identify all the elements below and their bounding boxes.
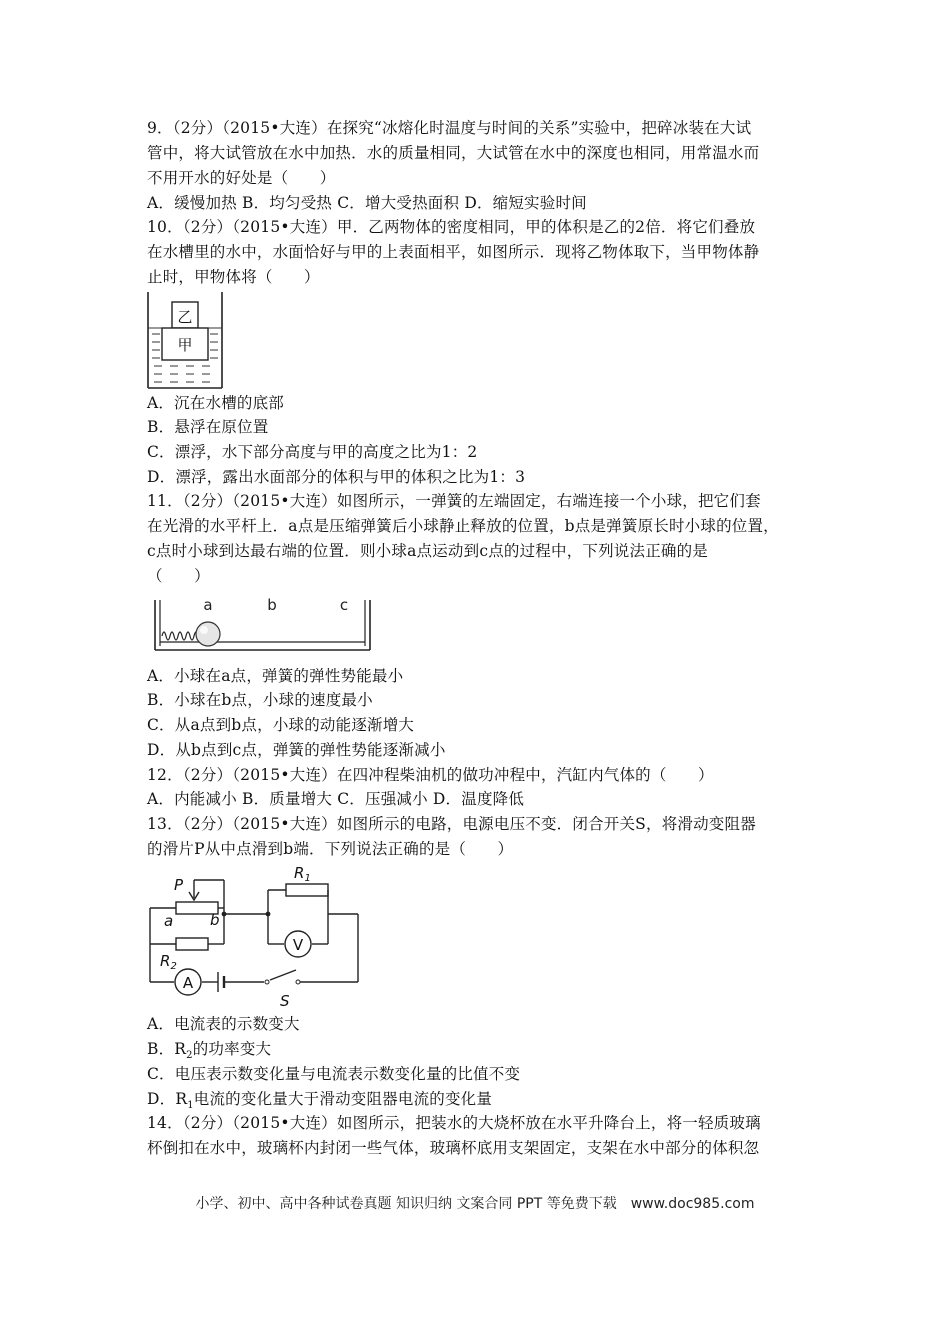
q13-option-b: B．$R_2$的功率变大 bbox=[147, 1040, 272, 1062]
q9-line-2: 管中，将大试管放在水中加热．水的质量相同，大试管在水中的深度也相同，用常温水而 bbox=[147, 144, 760, 162]
page-footer: 小学、初中、高中各种试卷真题 知识归纳 文案合同 PPT 等免费下载 www.doc985.com bbox=[195, 1196, 755, 1212]
q11-line-2: 在光滑的水平杆上．a点是压缩弹簧后小球静止释放的位置，b点是弹簧原长时小球的位置， bbox=[147, 517, 779, 535]
slider-p-label: P bbox=[174, 876, 184, 894]
q10-option-d: D．漂浮，露出水面部分的体积与甲的体积之比为1：3 bbox=[147, 468, 526, 486]
q13-line-2: 的滑片P从中点滑到b端．下列说法正确的是（ ） bbox=[147, 840, 514, 858]
spring-ball-figure bbox=[148, 594, 378, 656]
q10-option-b: B．悬浮在原位置 bbox=[147, 418, 269, 436]
q11-option-c: C．从a点到b点，小球的动能逐渐增大 bbox=[147, 716, 415, 734]
switch-s-label: S bbox=[280, 992, 290, 1008]
r1-label: $R_1$ bbox=[294, 864, 311, 884]
ammeter-label: A bbox=[182, 974, 194, 992]
ball bbox=[196, 622, 220, 646]
voltmeter-label: V bbox=[292, 936, 304, 954]
circuit-figure bbox=[146, 862, 368, 1008]
q11-line-1: 11．（2分）（2015•大连）如图所示，一弹簧的左端固定，右端连接一个小球，把它们套 bbox=[147, 492, 761, 510]
q12-line-1: 12．（2分）（2015•大连）在四冲程柴油机的做功冲程中，汽缸内气体的（ ） bbox=[147, 766, 714, 784]
q10-line-1: 10．（2分）（2015•大连）甲．乙两物体的密度相同，甲的体积是乙的2倍．将它们叠放 bbox=[147, 218, 756, 236]
q14-line-1: 14．（2分）（2015•大连）如图所示，把装水的大烧杯放在水平升降台上，将一轻质玻璃 bbox=[147, 1114, 761, 1132]
point-a-label: a bbox=[203, 596, 213, 614]
q11-line-3: c点时小球到达最右端的位置．则小球a点运动到c点的过程中，下列说法正确的是 bbox=[147, 542, 709, 560]
q9-options: A．缓慢加热 B．均匀受热 C．增大受热面积 D．缩短实验时间 bbox=[147, 194, 587, 212]
point-c-label: c bbox=[339, 596, 349, 614]
point-b-label: b bbox=[267, 596, 277, 614]
q9-line-1: 9．（2分）（2015•大连）在探究“冰熔化时温度与时间的关系”实验中，把碎冰装在大试 bbox=[147, 119, 752, 137]
label-jia: 甲 bbox=[177, 336, 193, 354]
q11-option-a: A．小球在a点，弹簧的弹性势能最小 bbox=[147, 667, 404, 685]
q10-option-c: C．漂浮，水下部分高度与甲的高度之比为1：2 bbox=[147, 443, 478, 461]
q10-line-3: 止时，甲物体将（ ） bbox=[147, 268, 320, 286]
q13-option-d: D．$R_1$电流的变化量大于滑动变阻器电流的变化量 bbox=[147, 1090, 493, 1112]
q10-option-a: A．沉在水槽的底部 bbox=[147, 394, 284, 412]
q11-option-d: D．从b点到c点，弹簧的弹性势能逐渐减小 bbox=[147, 741, 446, 759]
q11-line-4: （ ） bbox=[147, 567, 210, 585]
water-tank-figure bbox=[140, 290, 232, 392]
r2-label: $R_2$ bbox=[160, 952, 177, 972]
q13-option-c: C．电压表示数变化量与电流表示数变化量的比值不变 bbox=[147, 1065, 521, 1083]
q12-options: A．内能减小 B．质量增大 C．压强减小 D．温度降低 bbox=[147, 790, 525, 808]
label-yi: 乙 bbox=[177, 308, 193, 326]
q13-line-1: 13．（2分）（2015•大连）如图所示的电路，电源电压不变．闭合开关S，将滑动变阻器 bbox=[147, 815, 756, 833]
q9-line-3: 不用开水的好处是（ ） bbox=[147, 169, 336, 187]
end-a-label: a bbox=[164, 912, 174, 930]
q14-line-2: 杯倒扣在水中，玻璃杯内封闭一些气体，玻璃杯底用支架固定，支架在水中部分的体积忽 bbox=[147, 1139, 760, 1157]
q10-line-2: 在水槽里的水中，水面恰好与甲的上表面相平，如图所示．现将乙物体取下，当甲物体静 bbox=[147, 243, 760, 261]
q13-option-a: A．电流表的示数变大 bbox=[147, 1015, 300, 1033]
end-b-label: b bbox=[210, 911, 220, 929]
q11-option-b: B．小球在b点，小球的速度最小 bbox=[147, 691, 373, 709]
